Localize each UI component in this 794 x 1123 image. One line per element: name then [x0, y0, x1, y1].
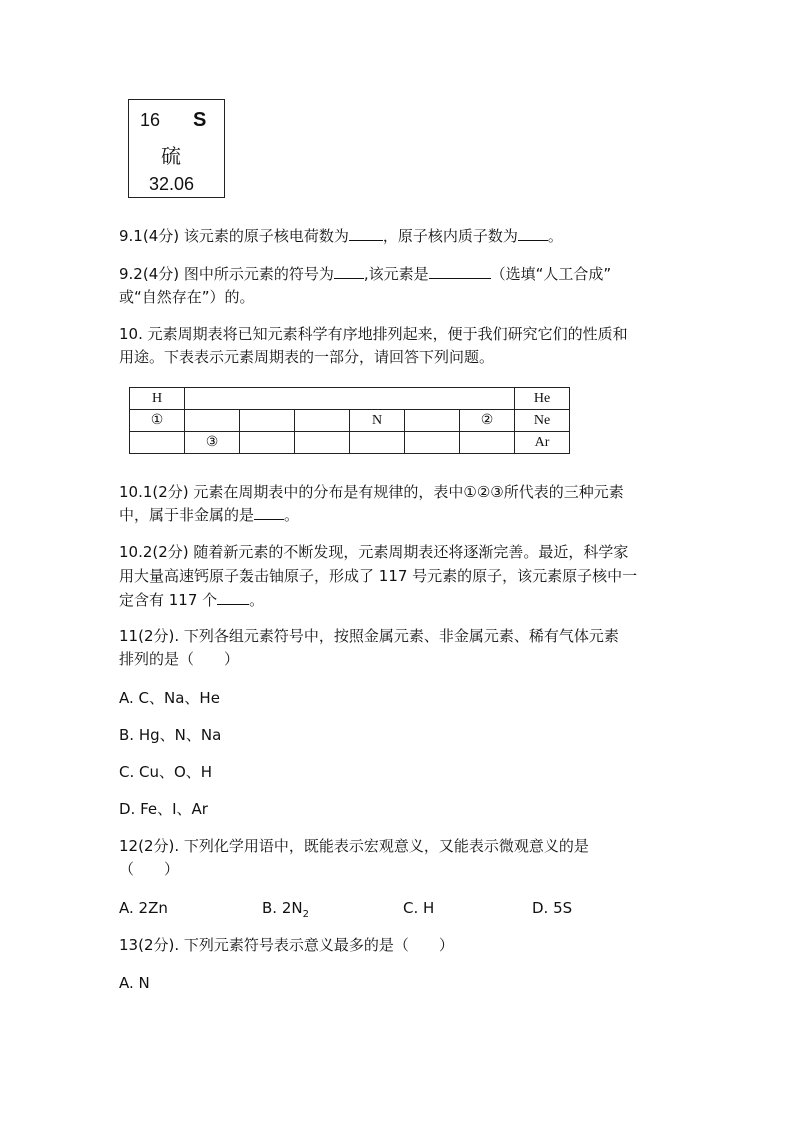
table-cell: ① [130, 410, 185, 432]
question-9-2-line1: 9.2(4分) 图中所示元素的符号为 ,该元素是 （选填“人工合成” [119, 265, 612, 283]
question-9-2-line2: 或“自然存在”）的。 [119, 288, 255, 306]
element-name: 硫 [161, 144, 181, 168]
option-a[interactable]: A. C、Na、He [119, 689, 220, 707]
question-11-line2: 排列的是（ ） [119, 650, 240, 668]
answer-blank[interactable] [254, 505, 284, 520]
answer-blank[interactable] [518, 226, 548, 241]
question-10-2-line3: 定含有 117 个 。 [119, 591, 265, 609]
atomic-mass: 32.06 [149, 174, 195, 194]
table-cell [240, 432, 295, 454]
option-a[interactable]: A. 2Zn [119, 899, 168, 917]
answer-blank[interactable] [217, 590, 249, 605]
option-d[interactable]: D. 5S [532, 899, 573, 917]
option-c[interactable]: C. H [403, 899, 435, 917]
atomic-number: 16 [140, 110, 161, 130]
question-9-1: 9.1(4分) 该元素的原子核电荷数为 ，原子核内质子数为 。 [119, 227, 563, 245]
question-10-1-line2: 中，属于非金属的是 。 [119, 506, 300, 524]
answer-blank[interactable] [429, 264, 491, 279]
question-10-2-line1: 10.2(2分) 随着新元素的不断发现，元素周期表还将逐渐完善。最近，科学家 [119, 543, 629, 561]
table-cell [295, 432, 350, 454]
table-cell [350, 432, 405, 454]
table-cell [185, 410, 240, 432]
question-10-2-line2: 用大量高速钙原子轰击铀原子，形成了 117 号元素的原子，该元素原子核中一 [119, 567, 638, 585]
table-cell [185, 388, 515, 410]
table-cell [130, 432, 185, 454]
option-b[interactable]: B. $2N_2$ [262, 899, 309, 920]
table-cell: ② [460, 410, 515, 432]
question-12-line1: 12(2分). 下列化学用语中，既能表示宏观意义，又能表示微观意义的是 [119, 837, 589, 855]
question-10-line1: 10. 元素周期表将已知元素科学有序地排列起来，便于我们研究它们的性质和 [119, 325, 628, 343]
table-cell [405, 410, 460, 432]
question-13-line1: 13(2分). 下列元素符号表示意义最多的是（ ） [119, 936, 454, 954]
table-cell [460, 432, 515, 454]
option-c[interactable]: C. Cu、O、H [119, 763, 213, 781]
element-card [128, 99, 225, 198]
table-cell [295, 410, 350, 432]
question-11-line1: 11(2分). 下列各组元素符号中，按照金属元素、非金属元素、稀有气体元素 [119, 627, 619, 645]
element-symbol: S [193, 109, 207, 131]
table-cell [405, 432, 460, 454]
table-cell: H [130, 388, 185, 410]
question-10-1-line1: 10.1(2分) 元素在周期表中的分布是有规律的，表中①②③所代表的三种元素 [119, 483, 624, 501]
periodic-table [129, 387, 570, 454]
answer-blank[interactable] [349, 226, 383, 241]
table-cell: Ne [515, 410, 570, 432]
question-10-line2: 用途。下表表示元素周期表的一部分，请回答下列问题。 [119, 348, 495, 366]
table-cell: Ar [515, 432, 570, 454]
option-a[interactable]: A. N [119, 974, 150, 992]
table-cell: N [350, 410, 405, 432]
table-cell: ③ [185, 432, 240, 454]
question-12-line2: （ ） [119, 860, 180, 878]
table-cell: He [515, 388, 570, 410]
option-d[interactable]: D. Fe、I、Ar [119, 800, 208, 818]
answer-blank[interactable] [334, 264, 364, 279]
option-b[interactable]: B. Hg、N、Na [119, 726, 222, 744]
table-cell [240, 410, 295, 432]
